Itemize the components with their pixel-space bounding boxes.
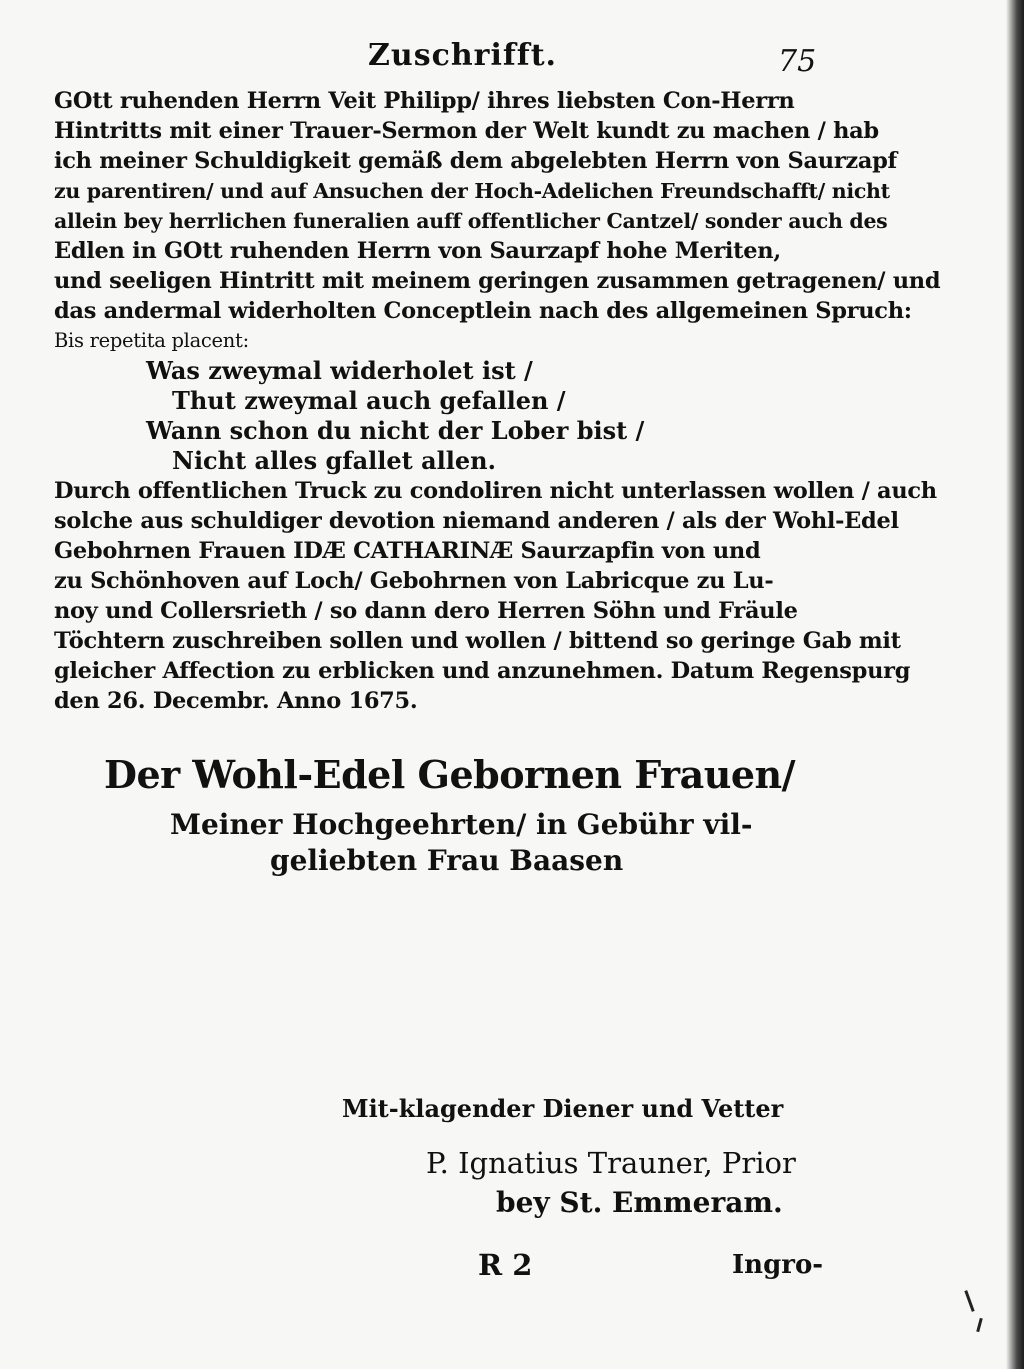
text-line: GOtt ruhenden Herrn Veit Philipp/ ihres liebsten Con-Herrn [54, 88, 795, 114]
text-line: Edlen in GOtt ruhenden Herrn von Saurzapf hohe Meriten, [54, 238, 781, 264]
text-line: gleicher Affection zu erblicken und anzunehmen. Datum Regenspurg [54, 658, 911, 684]
verse-line: Nicht alles gfallet allen. [172, 446, 496, 475]
text-line: Hintritts mit einer Trauer-Sermon der Welt kundt zu machen / hab [54, 118, 879, 144]
dedication-line: Meiner Hochgeehrten/ in Gebühr vil- [170, 808, 753, 841]
text-line: zu parentiren/ und auf Ansuchen der Hoch-Adelichen Freundschafft/ nicht [54, 179, 890, 203]
text-line: Töchtern zuschreiben sollen und wollen / bittend so geringe Gab mit [54, 628, 901, 654]
page-number: 75 [778, 44, 817, 79]
text-line: allein bey herrlichen funeralien auff offentlicher Cantzel/ sonder auch des [54, 209, 888, 233]
ink-speck [976, 1318, 983, 1332]
signature-line: bey St. Emmeram. [496, 1186, 783, 1219]
page-header [0, 38, 1024, 78]
page-edge-shadow [1006, 0, 1024, 1369]
ink-speck [964, 1290, 974, 1312]
verse-line: Wann schon du nicht der Lober bist / [146, 416, 645, 445]
signature-name: P. Ignatius Trauner, Prior [426, 1146, 796, 1180]
dedication-line: Der Wohl-Edel Gebornen Frauen/ [104, 752, 796, 797]
verse-line: Was zweymal widerholet ist / [146, 356, 533, 385]
dedication-line: geliebten Frau Baasen [270, 844, 624, 877]
page-footer [0, 1248, 1024, 1288]
text-line: den 26. Decembr. Anno 1675. [54, 688, 418, 714]
text-line: zu Schönhoven auf Loch/ Gebohrnen von Labricque zu Lu- [54, 568, 774, 594]
text-line: solche aus schuldiger devotion niemand anderen / als der Wohl-Edel [54, 508, 899, 534]
running-title: Zuschrifft. [368, 38, 557, 73]
signature-mark: R 2 [478, 1248, 533, 1282]
catchword: Ingro- [732, 1250, 824, 1280]
verse-block [54, 356, 814, 476]
signature-line: Mit-klagender Diener und Vetter [342, 1094, 784, 1123]
text-line: ich meiner Schuldigkeit gemäß dem abgelebten Herrn von Saurzapf [54, 148, 897, 174]
body-text [54, 86, 941, 716]
verse-line: Thut zweymal auch gefallen / [172, 386, 566, 415]
text-line: und seeligen Hintritt mit meinem geringen zusammen getragenen/ und [54, 268, 941, 294]
text-line: noy und Collersrieth / so dann dero Herren Söhn und Fräule [54, 598, 798, 624]
text-line: Gebohrnen Frauen IDÆ CATHARINÆ Saurzapfin von und [54, 538, 761, 564]
text-line: das andermal widerholten Conceptlein nach des allgemeinen Spruch: [54, 298, 912, 324]
text-line: Durch offentlichen Truck zu condoliren nicht unterlassen wollen / auch [54, 478, 937, 504]
text-line: Bis repetita placent: [54, 329, 249, 352]
